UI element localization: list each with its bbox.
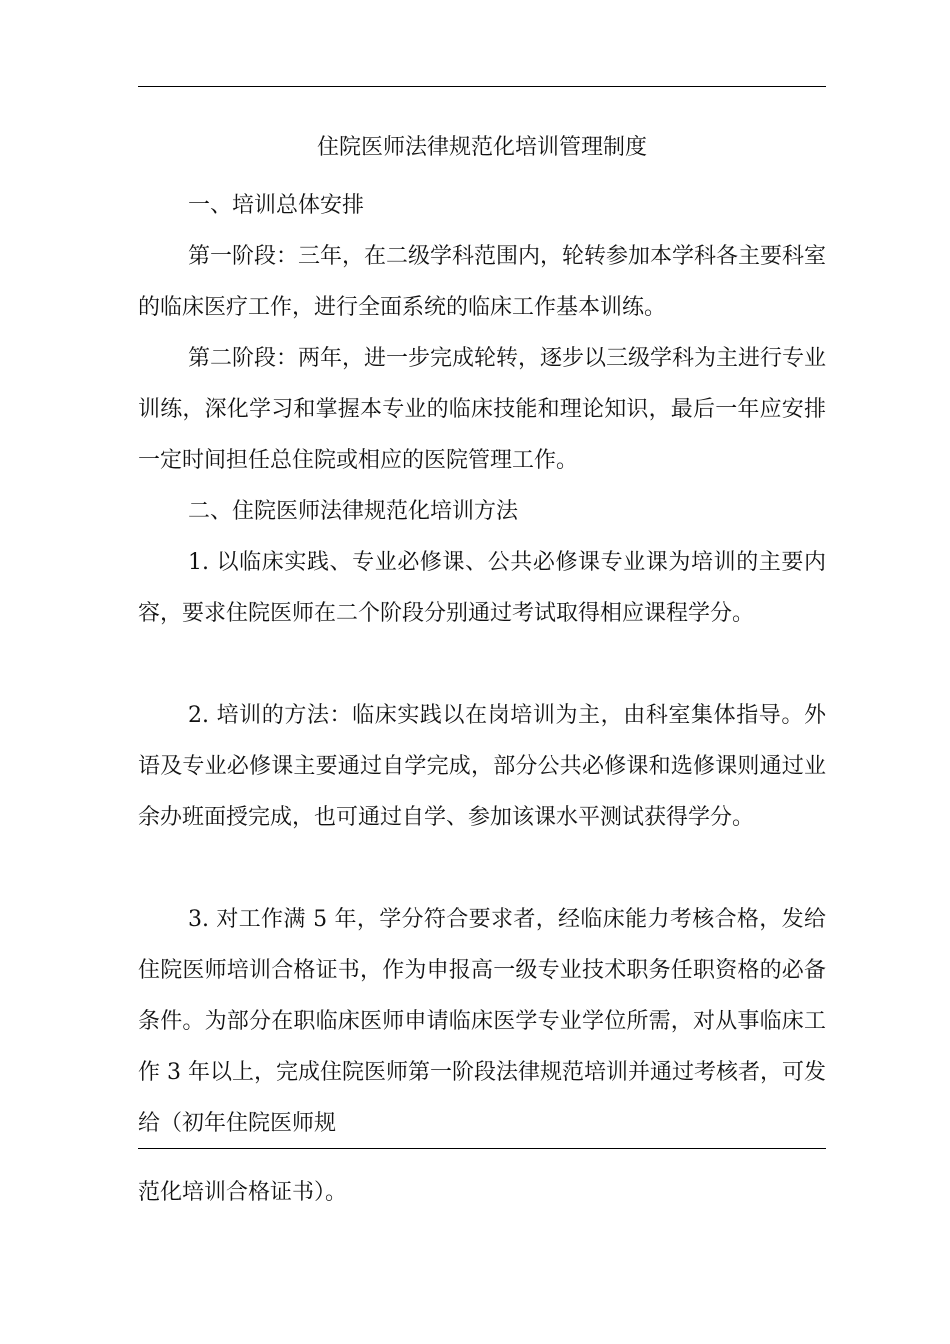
method-item-1: 1. 以临床实践、专业必修课、公共必修课专业课为培训的主要内容，要求住院医师在二个阶段分别通过考试取得相应课程学分。 — [138, 550, 826, 626]
stage1-paragraph: 第一阶段：三年，在二级学科范围内，轮转参加本学科各主要科室的临床医疗工作，进行全面系统的临床工作基本训练。 — [138, 244, 827, 320]
section1-heading: 一、培训总体安排 — [188, 193, 365, 218]
continuation-text: 范化培训合格证书）。 — [138, 1180, 348, 1205]
document-title: 住院医师法律规范化培训管理制度 — [316, 135, 647, 160]
stage2-paragraph: 第二阶段：两年，进一步完成轮转，逐步以三级学科为主进行专业训练，深化学习和掌握本专业的临床技能和理论知识，最后一年应安排一定时间担任总住院或相应的医院管理工作。 — [138, 346, 827, 473]
method-item-2: 2. 培训的方法：临床实践以在岗培训为主，由科室集体指导。外语及专业必修课主要通过自学完成，部分公共必修课和选修课则通过业余办班面授完成，也可通过自学、参加该课水平测试获得学分。 — [138, 703, 826, 830]
footer-rule — [138, 1148, 826, 1149]
section2-heading: 二、住院医师法律规范化培训方法 — [188, 499, 519, 524]
document-body — [138, 0, 826, 1140]
method-item-3: 3. 对工作满 5 年，学分符合要求者，经临床能力考核合格，发给住院医师培训合格证书，作为申报高一级专业技术职务任职资格的必备条件。为部分在职临床医师申请临床医学专业学位所需，对从事临床工作 3 年以上，完成住院医师第一阶段法律规范培训并通过考核者，可发给（初年住院医师规 — [138, 907, 826, 1136]
